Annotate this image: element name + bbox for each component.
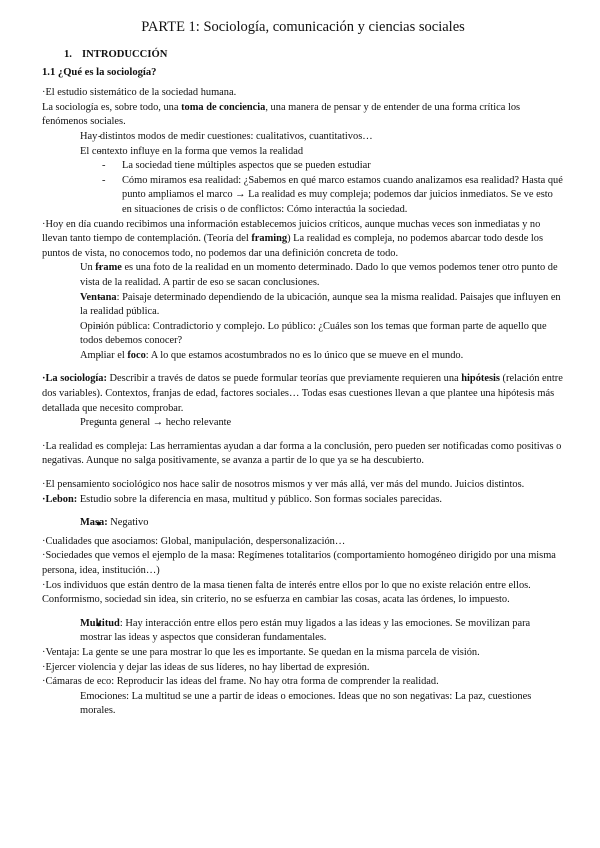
list-item — [80, 291, 564, 320]
list-item: - La sociedad tiene múltiples aspectos que se pueden estudiar — [122, 159, 564, 174]
list-item: - Pregunta general → hecho relevante — [80, 416, 564, 431]
text-span: : Hay interacción entre ellos pero están muy ligados a las ideas y las emociones. Se movilizan para mostrar las ideas y aspectos que consideran fundamentales. — [80, 617, 531, 644]
dash-list-3 — [42, 416, 564, 431]
text-span: Opinión pública: Contradictorio y complejo. Lo público: ¿Cuáles son los temas que forman parte de aquello que todos debemos conocer? — [80, 320, 547, 347]
section-heading — [64, 48, 564, 63]
paragraph-lebon — [42, 493, 564, 508]
list-item-multitud — [80, 617, 564, 646]
bullet-list-masa — [42, 516, 564, 531]
list-item — [80, 349, 564, 364]
paragraph-violencia: ·Ejercer violencia y dejar las ideas de sus líderes, no hay libertad de expresión. — [42, 661, 370, 673]
page-title: PARTE 1: Sociología, comunicación y ciencias sociales — [141, 19, 465, 35]
bold-term: Multitud — [80, 617, 120, 629]
bold-term: hipótesis — [461, 373, 500, 385]
text-span: Describir a través de datos se puede formular teorías que previamente requieren una — [106, 373, 462, 385]
bold-term: toma de conciencia — [181, 101, 266, 113]
paragraph-sociologia — [42, 372, 564, 416]
list-item — [80, 320, 564, 349]
bold-term: ·Lebon: — [42, 493, 78, 505]
text-span: : A lo que estamos acostumbrados no es lo único que se mueve en el mundo. — [145, 349, 464, 361]
paragraph-pensamiento: ·El pensamiento sociológico nos hace salir de nosotros mismos y ver más allá, ver más del mundo. Juicios distintos. — [42, 479, 525, 491]
list-item — [80, 261, 564, 290]
paragraph-definition: ·El estudio sistemático de la sociedad humana. — [42, 87, 237, 99]
text-span: ·Hoy en día cuando recibimos una información establecemos juicios críticos, aunque muchas veces son inmediatas y no llevan tanto tiempo de contemplación. (Teoría del — [42, 218, 541, 245]
list-item: - Cómo miramos esa realidad: ¿Sabemos en qué marco estamos cuando analizamos esa realidad? Hasta qué punto ampliamos el marco → La realidad es muy compleja; podemos dar juicios inmediatos. Se ve esto en situaciones de crisis o de conflictos: Cómo interactúa la sociedad. — [122, 174, 564, 218]
paragraph-conciencia — [42, 101, 564, 130]
dash-list-2 — [42, 261, 564, 363]
paragraph-individuos: ·Los individuos que están dentro de la masa tienen falta de interés entre ellos por lo que no existe relación entre ellos. Conformismo, sociedad sin idea, sin criterio, no se esfuerza en cambiar las cosas, acata las órdenes, lo impuesto. — [42, 579, 531, 606]
bold-term: framing — [251, 233, 288, 245]
paragraph-realidad: ·La realidad es compleja: Las herramientas ayudan a dar forma a la conclusión, pero pueden ser notificadas como positivas o negativas. Aunque no salga positivamente, se avanza a partir de lo que ya se ha descubierto. — [42, 440, 562, 467]
list-item: - Hay distintos modos de medir cuestiones: cualitativos, cuantitativos… — [80, 130, 564, 145]
text-span: es una foto de la realidad en un momento determinado. Dado lo que vemos podemos tener otro punto de vista de la realidad. A partir de eso se sacan conclusiones. — [80, 262, 558, 288]
dash-list-4 — [42, 690, 564, 719]
paragraph-ventaja: ·Ventaja: La gente se une para mostrar lo que les es importante. Se quedan en la misma parcela de visión. — [42, 646, 480, 658]
paragraph-sociedades: ·Sociedades que vemos el ejemplo de la masa: Regímenes totalitarios (comportamiento homogéneo dirigido por una misma persona, idea, institución…) — [42, 550, 556, 576]
subsection-heading: 1.1 ¿Qué es la sociología? — [42, 66, 157, 78]
text-span: Estudio sobre la diferencia en masa, multitud y público. Son formas sociales parecidas. — [77, 493, 442, 505]
bold-term: foco — [127, 349, 146, 361]
text-span: (relación entre dos variables). Contextos, franjas de edad, factores sociales… Todas esas cuestiones llevan a que plantee una hipótesis más detallada que necesito comprobar. — [42, 373, 563, 414]
bullet-list-multitud — [42, 617, 564, 646]
bold-term: frame — [95, 262, 122, 274]
section-label: INTRODUCCIÓN — [82, 49, 168, 60]
text-span: , una manera de pensar y de entender de una forma crítica los fenómenos sociales. — [42, 101, 521, 128]
bold-term: Masa: — [80, 517, 108, 529]
paragraph-camaras: ·Cámaras de eco: Reproducir las ideas del frame. No hay otra forma de comprender la realidad. — [42, 676, 439, 688]
section-number: 1. — [64, 49, 72, 60]
dash-list-1 — [42, 130, 564, 159]
paragraph-framing — [42, 218, 564, 262]
bold-term: ·La sociología: — [42, 373, 107, 385]
dash-sublist-1 — [42, 159, 564, 217]
text-span: Negativo — [107, 517, 149, 529]
text-span: ) La realidad es compleja, no podemos abarcar todo desde los puntos de vista, no conocemos todo, no podemos dar una definición concreta de todo. — [42, 233, 544, 259]
bold-term: Ventana — [80, 291, 117, 303]
text-span: : Paisaje determinado dependiendo de la ubicación, aunque sea la misma realidad. Paisajes que influyen en la realidad pública. — [80, 291, 561, 318]
list-item-masa — [80, 516, 564, 531]
text-span: La sociología es, sobre todo, una — [42, 101, 182, 113]
list-item: - Emociones: La multitud se une a partir de ideas o emociones. Ideas que no son negativas: La paz, cuestiones morales. — [80, 690, 564, 719]
text-span: Ampliar el — [80, 349, 128, 361]
list-item: - El contexto influye en la forma que vemos la realidad — [80, 145, 564, 160]
paragraph-cualidades: ·Cualidades que asociamos: Global, manipulación, despersonalización… — [42, 535, 346, 547]
text-span: Un — [80, 262, 96, 274]
